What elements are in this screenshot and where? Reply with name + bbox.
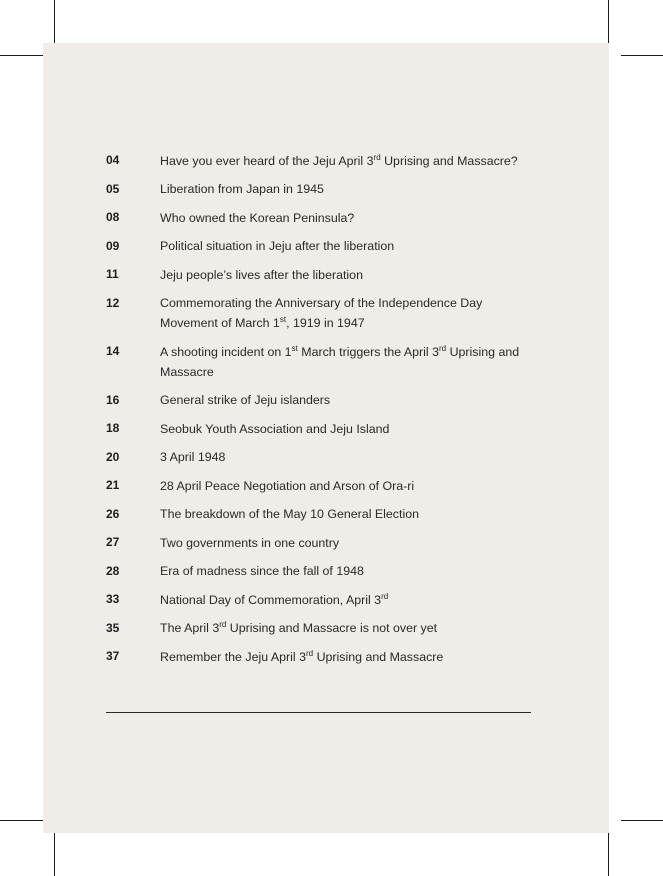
toc-entry-title <box>160 476 536 496</box>
crop-mark-bottom-right-horizontal <box>621 820 663 821</box>
toc-entry-title <box>160 561 536 581</box>
title-text: Jeju people’s lives after the liberation <box>160 267 363 282</box>
toc-entry[interactable] <box>106 506 536 526</box>
toc-entry-title <box>160 504 536 524</box>
title-text: Uprising and Massacre <box>160 344 520 379</box>
toc-entry[interactable] <box>106 563 536 583</box>
toc-entry-title <box>160 208 536 228</box>
toc-entry-title <box>160 419 536 439</box>
title-text: Uprising and Massacre is not over yet <box>226 621 438 635</box>
toc-page-number: 12 <box>106 295 120 310</box>
toc-page-number: 14 <box>106 344 120 358</box>
title-text: 28 April Peace Negotiation and Arson of Ora-ri <box>160 478 415 493</box>
title-text: Political situation in Jeju after the liberation <box>160 239 395 253</box>
ordinal-suffix: rd <box>439 343 447 353</box>
title-text: Uprising and Massacre? <box>380 153 518 168</box>
crop-mark-bottom-left-vertical <box>54 833 55 876</box>
title-text: General strike of Jeju islanders <box>160 393 331 407</box>
toc-page-number: 09 <box>106 238 120 253</box>
ordinal-suffix: rd <box>219 619 227 629</box>
toc-entry[interactable] <box>106 648 536 668</box>
toc-page-number: 35 <box>106 620 120 635</box>
ordinal-suffix: st <box>291 343 298 353</box>
toc-entry[interactable] <box>106 449 536 469</box>
toc-page-number: 27 <box>106 535 120 549</box>
toc-entry-title <box>160 533 536 553</box>
title-text: The April 3 <box>160 621 220 635</box>
toc-page-number: 05 <box>106 181 120 196</box>
toc-entry[interactable] <box>106 343 536 383</box>
toc-entry-title <box>160 236 536 256</box>
title-text: Have you ever heard of the Jeju April 3 <box>160 153 374 168</box>
toc-entry[interactable] <box>106 392 536 412</box>
toc-page-number: 18 <box>106 421 120 435</box>
toc-entry-title <box>160 293 536 333</box>
title-text: , 1919 in 1947 <box>286 316 365 330</box>
ordinal-suffix: st <box>279 314 287 324</box>
title-text: The breakdown of the May 10 General Election <box>160 507 419 521</box>
title-text: Era of madness since the fall of 1948 <box>160 564 364 578</box>
ordinal-suffix: rd <box>306 648 314 658</box>
title-text: Uprising and Massacre <box>313 649 444 664</box>
toc-entry[interactable] <box>106 152 536 172</box>
crop-mark-bottom-right-vertical <box>608 833 609 876</box>
title-text: Liberation from Japan in 1945 <box>160 182 324 196</box>
title-text: 3 April 1948 <box>160 450 226 464</box>
title-text: Seobuk Youth Association and Jeju Island <box>160 421 390 436</box>
toc-page-number: 04 <box>106 153 120 167</box>
toc-entry-title <box>160 390 536 410</box>
title-text: Who owned the Korean Peninsula? <box>160 210 355 225</box>
toc-entry-title <box>160 342 536 382</box>
toc-page-number: 11 <box>106 267 119 281</box>
toc-entry-title <box>160 179 536 199</box>
crop-mark-bottom-left-horizontal <box>0 820 43 821</box>
toc-page-number: 37 <box>106 649 120 663</box>
toc-entry[interactable] <box>106 591 536 611</box>
ordinal-suffix: rd <box>373 152 381 162</box>
title-text: Commemorating the Anniversary of the Independence Day Movement of March 1 <box>160 296 483 330</box>
crop-mark-top-right-vertical <box>608 0 609 43</box>
toc-entry[interactable] <box>106 181 536 201</box>
toc-page-number: 16 <box>106 392 120 407</box>
toc-page-number: 20 <box>106 449 120 464</box>
title-text: March triggers the April 3 <box>297 344 439 359</box>
toc-entry[interactable] <box>106 534 536 554</box>
toc-entry-title <box>160 151 536 171</box>
toc-page-number: 33 <box>106 592 120 606</box>
toc-entry-title <box>160 647 536 667</box>
toc-entry[interactable] <box>106 420 536 440</box>
table-of-contents <box>106 152 536 677</box>
toc-page-number: 21 <box>106 478 120 492</box>
title-text: A shooting incident on 1 <box>160 344 292 359</box>
title-text: Two governments in one country <box>160 535 340 550</box>
toc-entry[interactable] <box>106 238 536 258</box>
toc-entry[interactable] <box>106 477 536 497</box>
toc-entry[interactable] <box>106 209 536 229</box>
crop-mark-top-left-vertical <box>54 0 55 43</box>
title-text: Remember the Jeju April 3 <box>160 649 307 664</box>
title-text: National Day of Commemoration, April 3 <box>160 592 382 607</box>
toc-entry-title <box>160 265 536 285</box>
toc-entry[interactable] <box>106 266 536 286</box>
crop-mark-top-right-horizontal <box>621 55 663 56</box>
toc-page-number: 26 <box>106 506 120 521</box>
toc-entry[interactable] <box>106 295 536 335</box>
toc-entry[interactable] <box>106 620 536 640</box>
toc-page-number: 08 <box>106 210 120 224</box>
toc-entry-title <box>160 590 536 610</box>
toc-entry-title <box>160 447 536 467</box>
ordinal-suffix: rd <box>381 591 389 601</box>
bottom-rule <box>106 712 531 713</box>
crop-mark-top-left-horizontal <box>0 55 43 56</box>
toc-page-number: 28 <box>106 563 120 578</box>
toc-entry-title <box>160 618 536 638</box>
